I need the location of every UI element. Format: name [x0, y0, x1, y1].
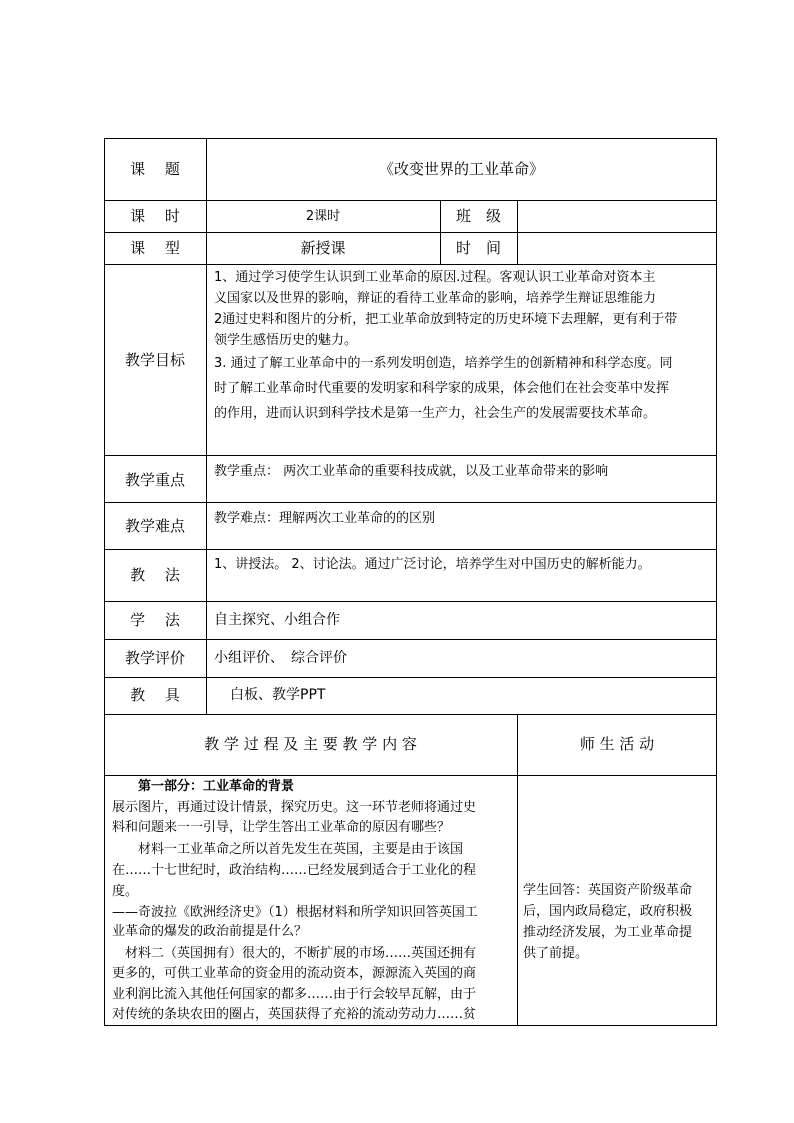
- process-line: ——奇波拉《欧洲经济史》（1）根据材料和所学知识回答英国工: [112, 905, 478, 920]
- evaluation-value: 小组评价、 综合评价: [214, 650, 347, 666]
- column-divider: [517, 714, 518, 1026]
- key-points-label: 教学重点: [124, 471, 185, 489]
- row-divider: [104, 502, 717, 503]
- section-heading: 第一部分：工业革命的背景: [112, 779, 295, 794]
- learning-methods-label: 学 法: [130, 611, 180, 629]
- process-line: 业利润比流入其他任何国家的都多……由于行会较早瓦解，由于: [112, 987, 477, 1002]
- row-divider: [104, 264, 717, 265]
- key-points-value: 教学重点： 两次工业革命的重要科技成就，以及工业革命带来的影响: [214, 464, 609, 479]
- goals-line: 义国家以及世界的影响，辩证的看待工业革命的影响，培养学生辩证思维能力: [214, 291, 657, 306]
- process-line: 更多的，可供工业革命的资金用的流动资本，源源流入英国的商: [112, 966, 477, 981]
- row-divider: [104, 455, 717, 456]
- topic-label: 课 题: [130, 160, 180, 178]
- row-divider: [104, 232, 717, 233]
- student-answer-line: 后，国内政局稳定，政府积极: [523, 904, 693, 919]
- goals-label: 教学目标: [124, 351, 185, 369]
- difficulties-value: 教学难点：理解两次工业革命的的区别: [214, 511, 436, 526]
- class-label: 班 级: [455, 207, 501, 225]
- process-line: 展示图片，再通过设计情景，探究历史。这一环节老师将通过史: [112, 800, 477, 815]
- goals-line: 3. 通过了解工业革命中的一系列发明创造，培养学生的创新精神和科学态度。同: [214, 356, 673, 371]
- tools-value: 白板、教学PPT: [230, 687, 326, 703]
- student-answer-line: 供了前提。: [523, 946, 589, 961]
- process-line: 度。: [112, 884, 139, 899]
- type-value: 新授课: [300, 239, 346, 257]
- row-divider: [104, 601, 717, 602]
- type-label: 课 型: [130, 239, 180, 257]
- row-divider: [104, 200, 717, 201]
- evaluation-label: 教学评价: [124, 649, 185, 667]
- goals-line: 2通过史料和图片的分析，把工业革命放到特定的历史环境下去理解，更有利于带: [214, 312, 678, 327]
- process-line: 材料二（英国拥有）很大的，不断扩展的市场……英国还拥有: [112, 946, 477, 961]
- student-answer-line: 推动经济发展，为工业革命提: [523, 925, 693, 940]
- hours-label: 课 时: [130, 207, 180, 225]
- goals-line: 1、通过学习使学生认识到工业革命的原因.过程。客观认识工业革命对资本主: [214, 270, 656, 285]
- process-line: 对传统的条块农田的圈占，英国获得了充裕的流动劳动力……贫: [112, 1007, 477, 1022]
- goals-line: 时了解工业革命时代重要的发明家和科学家的成果，体会他们在社会变革中发挥: [214, 381, 670, 396]
- tools-label: 教 具: [130, 686, 180, 704]
- process-line: 料和问题来一一引导，让学生答出工业革命的原因有哪些？: [112, 820, 451, 835]
- row-divider: [104, 714, 717, 715]
- activity-header: 师 生 活 动: [579, 735, 655, 753]
- difficulties-label: 教学难点: [124, 517, 185, 535]
- row-divider: [104, 639, 717, 640]
- process-line: 业革命的爆发的政治前提是什么？: [112, 924, 308, 939]
- process-line: 材料一工业革命之所以首先发生在英国，主要是由于该国: [112, 842, 464, 857]
- teaching-methods-value: 1、讲授法。 2、讨论法。通过广泛讨论，培养学生对中国历史的解析能力。: [214, 557, 651, 572]
- hours-value: 2课时: [305, 209, 341, 224]
- row-divider: [104, 549, 717, 550]
- student-answer-line: 学生回答：英国资产阶级革命: [523, 883, 693, 898]
- process-header: 教 学 过 程 及 主 要 教 学 内 容: [204, 735, 417, 753]
- goals-line: 领学生感悟历史的魅力。: [214, 333, 358, 348]
- topic-value: 《改变世界的工业革命》: [378, 160, 544, 178]
- process-line: 在……十七世纪时，政治结构……已经发展到适合于工业化的程: [112, 863, 477, 878]
- row-divider: [104, 677, 717, 678]
- time-label: 时 间: [455, 239, 501, 257]
- teaching-methods-label: 教 法: [130, 566, 180, 584]
- column-divider: [517, 200, 518, 264]
- learning-methods-value: 自主探究、小组合作: [214, 612, 340, 628]
- row-divider: [104, 775, 717, 776]
- goals-line: 的作用，进而认识到科学技术是第一生产力，社会生产的发展需要技术革命。: [214, 406, 657, 421]
